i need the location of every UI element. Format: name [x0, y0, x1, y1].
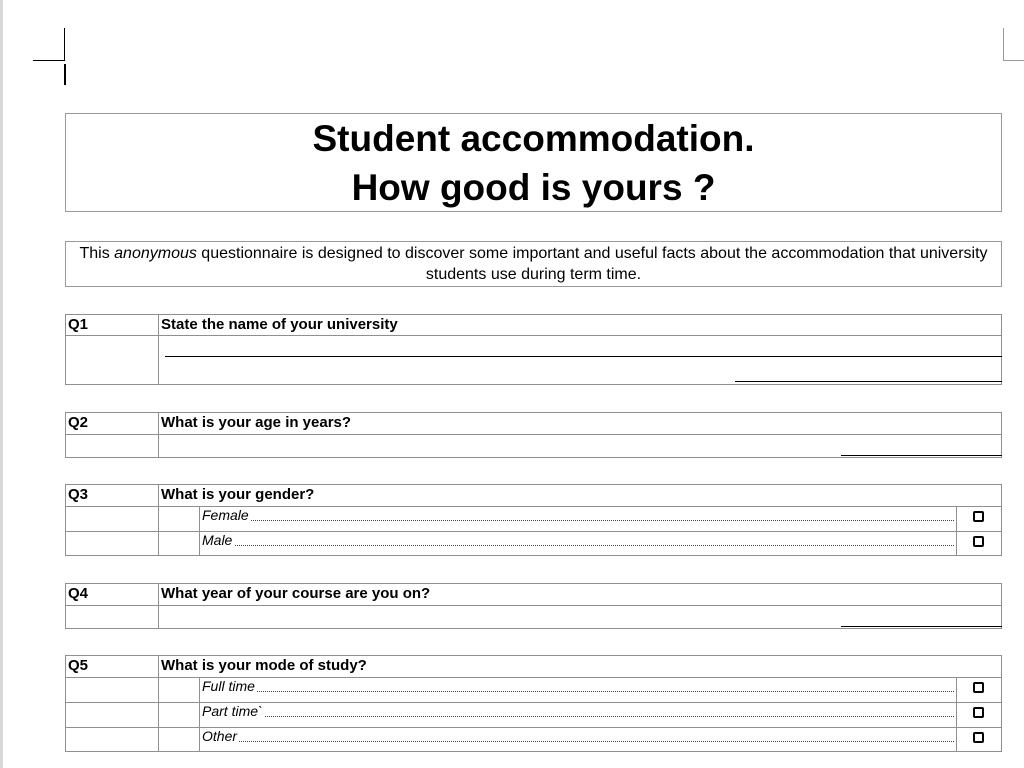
question-text: What is your age in years?: [159, 413, 1002, 434]
option-label: Part time`: [202, 703, 263, 719]
question-3: [65, 484, 1002, 556]
option-label: Full time: [202, 678, 255, 694]
checkbox-cell: [956, 678, 1001, 702]
crop-mark-top-left-v: [64, 28, 65, 61]
male-checkbox[interactable]: [973, 536, 984, 547]
option-label-cell: [199, 532, 956, 555]
question-2-header: [65, 412, 1002, 434]
option-label-cell: [199, 728, 956, 751]
option-row-full-time: [65, 677, 1002, 702]
question-number: Q2: [65, 413, 159, 434]
question-2: [65, 412, 1002, 458]
question-number: Q1: [65, 315, 159, 335]
option-label: Female: [202, 507, 249, 523]
question-1-answer-row: [65, 335, 1002, 385]
option-cell: [159, 678, 1002, 702]
option-label-cell: [199, 678, 956, 702]
option-label: Male: [202, 532, 233, 548]
question-number: Q4: [65, 584, 159, 605]
crop-mark-top-right-v: [1003, 28, 1004, 61]
intro-text-before: This: [79, 245, 115, 262]
question-5: [65, 655, 1002, 752]
question-text: What is your mode of study?: [159, 656, 1002, 677]
title-line-1: Student accommodation.: [312, 118, 755, 159]
option-cell: [159, 532, 1002, 555]
option-label: Other: [202, 728, 238, 744]
option-row-female: [65, 506, 1002, 531]
answer-cell: [159, 606, 1002, 628]
question-3-header: [65, 484, 1002, 506]
number-cell-blank: [65, 336, 159, 384]
question-4: [65, 583, 1002, 629]
crop-mark-top-right-h: [1003, 60, 1024, 61]
option-cell: [159, 507, 1002, 531]
number-cell-blank: [65, 703, 159, 727]
answer-cell: [159, 336, 1002, 384]
title-line-2: How good is yours ?: [351, 167, 716, 208]
number-cell-blank: [65, 678, 159, 702]
leader-dots: [202, 716, 954, 717]
question-text: What is your gender?: [159, 485, 1002, 506]
question-1-header: [65, 314, 1002, 335]
crop-mark-top-left-h: [33, 60, 65, 61]
option-row-male: [65, 531, 1002, 556]
answer-line[interactable]: [735, 381, 1002, 382]
answer-cell: [159, 435, 1002, 457]
female-checkbox[interactable]: [973, 511, 984, 522]
option-label-cell: [199, 507, 956, 531]
question-5-header: [65, 655, 1002, 677]
intro-text-after: questionnaire is designed to discover some important and useful facts about the accommodation that university students use during term time.: [196, 245, 988, 283]
page-edge: [0, 0, 3, 768]
leader-dots: [202, 520, 954, 521]
question-text: What year of your course are you on?: [159, 584, 1002, 605]
title-box: [65, 113, 1002, 212]
leader-dots: [202, 741, 954, 742]
number-cell-blank: [65, 606, 159, 628]
option-row-other: [65, 727, 1002, 752]
answer-line[interactable]: [841, 455, 1002, 456]
option-row-part-time: [65, 702, 1002, 727]
part-time-checkbox[interactable]: [973, 707, 984, 718]
intro-emphasis: anonymous: [114, 245, 197, 262]
question-text: State the name of your university: [159, 315, 1002, 335]
number-cell-blank: [65, 532, 159, 555]
question-1: [65, 314, 1002, 385]
option-label-cell: [199, 703, 956, 727]
other-checkbox[interactable]: [973, 732, 984, 743]
leader-dots: [202, 545, 954, 546]
number-cell-blank: [65, 507, 159, 531]
answer-line[interactable]: [841, 626, 1002, 627]
full-time-checkbox[interactable]: [973, 682, 984, 693]
question-4-header: [65, 583, 1002, 605]
option-cell: [159, 703, 1002, 727]
question-number: Q3: [65, 485, 159, 506]
number-cell-blank: [65, 435, 159, 457]
checkbox-cell: [956, 703, 1001, 727]
question-number: Q5: [65, 656, 159, 677]
leader-dots: [202, 691, 954, 692]
checkbox-cell: [956, 507, 1001, 531]
number-cell-blank: [65, 728, 159, 751]
option-cell: [159, 728, 1002, 751]
intro-box: [65, 241, 1002, 287]
checkbox-cell: [956, 532, 1001, 555]
answer-line[interactable]: [165, 356, 1002, 357]
text-cursor: [64, 64, 66, 85]
checkbox-cell: [956, 728, 1001, 751]
